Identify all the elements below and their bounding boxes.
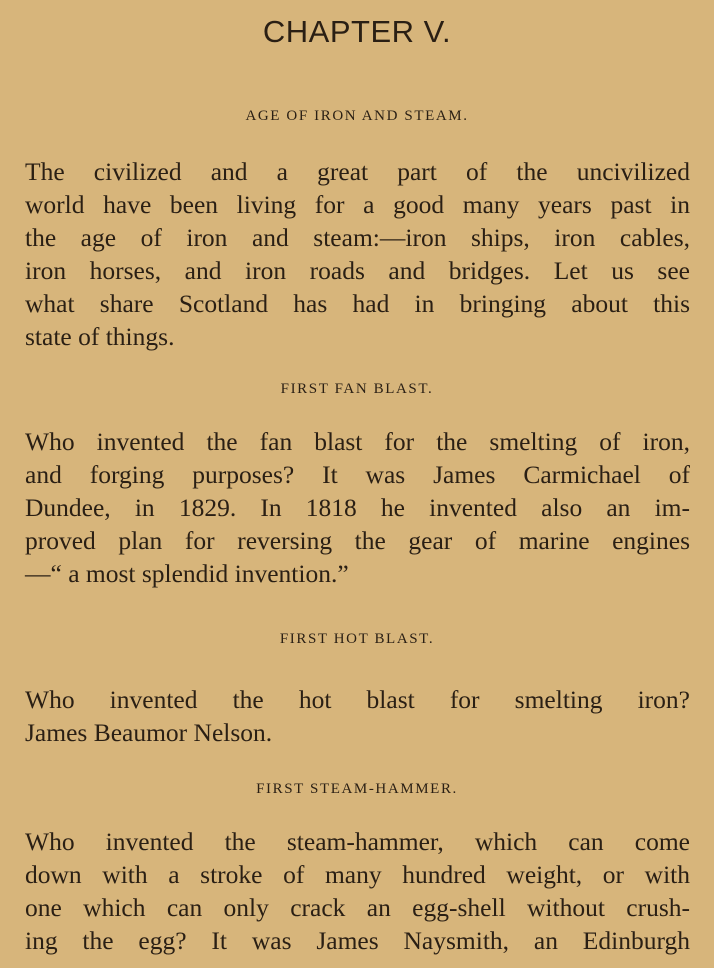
text-line: world have been living for a good many years past in — [25, 190, 690, 219]
text-line: the age of iron and steam:—iron ships, iron cables, — [25, 223, 690, 252]
paragraph — [25, 425, 690, 590]
text-line: Who invented the hot blast for smelting iron? — [25, 685, 690, 714]
text-line: iron horses, and iron roads and bridges. Let us see — [25, 256, 690, 285]
text-line: Who invented the steam-hammer, which can come — [25, 827, 690, 856]
section-heading: FIRST STEAM-HAMMER. — [256, 781, 458, 797]
section-heading: FIRST FAN BLAST. — [280, 381, 434, 397]
text-line: one which can only crack an egg-shell without crush- — [25, 893, 690, 922]
text-line: down with a stroke of many hundred weight, or with — [25, 860, 690, 889]
text-line: —“ a most splendid invention.” — [25, 559, 349, 588]
text-line: and forging purposes? It was James Carmichael of — [25, 460, 690, 489]
section-heading: FIRST HOT BLAST. — [279, 631, 435, 647]
paragraph — [25, 825, 690, 957]
text-line: state of things. — [25, 322, 175, 351]
text-line: what share Scotland has had in bringing about this — [25, 289, 690, 318]
paragraph — [25, 683, 690, 749]
text-line: ing the egg? It was James Naysmith, an Edinburgh — [25, 926, 690, 955]
text-line: James Beaumor Nelson. — [25, 718, 273, 747]
chapter-title: CHAPTER V. — [262, 14, 452, 49]
paragraph — [25, 155, 690, 353]
text-line: proved plan for reversing the gear of marine engines — [25, 526, 690, 555]
section-heading: AGE OF IRON AND STEAM. — [245, 108, 469, 124]
text-line: Dundee, in 1829. In 1818 he invented also an im- — [25, 493, 690, 522]
text-line: Who invented the fan blast for the smelting of iron, — [25, 427, 690, 456]
text-line: The civilized and a great part of the uncivilized — [25, 157, 690, 186]
